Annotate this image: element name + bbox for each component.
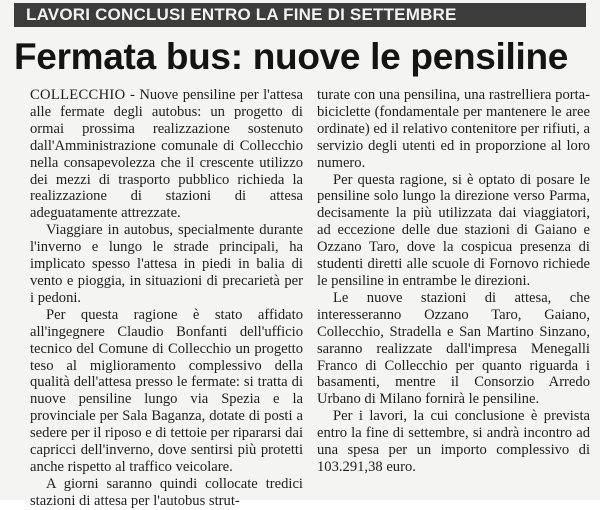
kicker-banner: LAVORI CONCLUSI ENTRO LA FINE DI SETTEMBRE — [14, 3, 586, 27]
column-left — [30, 87, 303, 510]
paragraph: Le nuove stazioni di attesa, che interesseranno Ozzano Taro, Gaiano, Collecchio, Stradella e San Martino Sinzano, saranno realizzate dall'impresa Menegalli Franco di Collecchio per quanto riguarda i basamenti, mentre il Consorzio Arredo Urbano di Milano fornirà le pensiline. — [317, 289, 590, 408]
headline: Fermata bus: nuove le pensiline — [14, 36, 569, 77]
paragraph: Per questa ragione, si è optato di posare le pensiline solo lungo la direzione verso Parma, decisamente la più utilizzata dai viaggiatori, ad eccezione delle due stazioni di Gaiano e Ozzano Taro, dove la cospicua presenza di studenti diretti alle scuole di Fornovo richiede le pensiline in entrambe le direzioni. — [317, 171, 590, 289]
column-right — [317, 87, 590, 510]
paragraph-text: - Nuove pensiline per l'attesa alle fermate degli autobus: un progetto di ormai prossima realizzazione sostenuto dall'Amministrazione comunale di Collecchio nella consapevolezza che il crescente utilizzo dei mezzi di trasporto pubblico richieda la realizzazione di stazioni di attesa adeguatamente attrezzate. — [30, 87, 303, 222]
paragraph: Per i lavori, la cui conclusione è prevista entro la fine di settembre, si andrà incontro ad una spesa per un importo complessivo di 103.291,38 euro. — [317, 408, 590, 475]
paragraph: Viaggiare in autobus, specialmente durante l'inverno e lungo le strade principali, ha implicato spesso l'attesa in piedi in balia di vento e pioggia, in situazioni di precarietà per i pedoni. — [30, 222, 303, 306]
dateline: COLLECCHIO — [30, 87, 126, 103]
article-body — [30, 87, 590, 510]
paragraph: Per questa ragione è stato affidato all'ingegnere Claudio Bonfanti dell'ufficio tecnico del Comune di Collecchio un progetto teso al miglioramento complessivo della qualità dell'attesa presso le fermate: si tratta di nuove pensiline lungo via Spezia e la provinciale per Sala Baganza, dotate di posti a sedere per il riposo e di tettoie per ripararsi dai capricci dell'inverno, dove sentirsi più protetti anche rispetto al traffico veicolare. — [30, 306, 303, 475]
paragraph: turate con una pensilina, una rastrelliera porta-biciclette (fondamentale per mantenere le aree ordinate) ed il relativo contenitore per rifiuti, a servizio degli utenti ed in proporzione al loro numero. — [317, 87, 590, 171]
paragraph — [30, 87, 303, 222]
paragraph: A giorni saranno quindi collocate tredici stazioni di attesa per l'autobus strut- — [30, 475, 303, 509]
